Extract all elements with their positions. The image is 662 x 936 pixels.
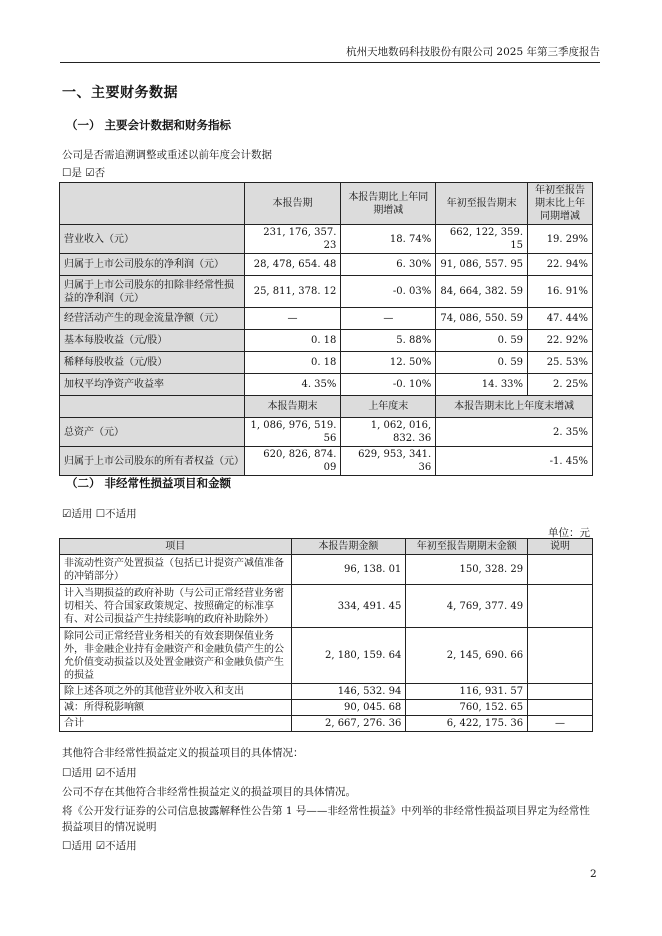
header-cell: 本报告期比上年同期增减 <box>341 183 436 225</box>
header-cell <box>60 396 245 418</box>
restatement-question: 公司是否需追溯调整或重述以前年度会计数据 <box>62 149 272 161</box>
table-row: 总资产（元） 1, 086, 976, 519. 56 1, 062, 016, 832. 36 2. 35% <box>60 418 593 447</box>
non-recurring-table <box>59 538 593 732</box>
applicable-checkbox: ☑适用 ☐不适用 <box>62 508 137 520</box>
table-row: 除上述各项之外的其他营业外收入和支出 146, 532. 94 116, 931. 57 <box>60 684 593 700</box>
header-cell: 年初至报告期末比上年同期增减 <box>528 183 593 225</box>
table-row: 归属于上市公司股东的扣除非经常性损益的净利润（元） 25, 811, 378. 12 -0. 03% 84, 664, 382. 59 16. 91% <box>60 276 593 308</box>
subsection-title-2: （二） 非经常性损益项目和金额 <box>66 476 232 490</box>
header-cell: 本报告期末比上年度末增减 <box>436 396 593 418</box>
header-cell <box>60 183 245 225</box>
page-number: 2 <box>590 868 597 880</box>
table-row: 稀释每股收益（元/股） 0. 18 12. 50% 0. 59 25. 53% <box>60 352 593 374</box>
table-row: 归属于上市公司股东的所有者权益（元） 620, 826, 874. 09 629, 953, 341. 36 -1. 45% <box>60 447 593 476</box>
header-cell: 本报告期末 <box>244 396 341 418</box>
header-cell: 上年度末 <box>341 396 436 418</box>
subsection-title-1: （一） 主要会计数据和财务指标 <box>66 118 232 132</box>
header-cell: 本报告期金额 <box>291 539 406 555</box>
table-row: 基本每股收益（元/股） 0. 18 5. 88% 0. 59 22. 92% <box>60 330 593 352</box>
reclassification-note: 将《公开发行证券的公司信息披露解释性公告第 1 号——非经常性损益》中列举的非经常性损益项目界定为经常性损益项目的情况说明 <box>62 805 590 833</box>
other-items-note: 其他符合非经常性损益定义的损益项目的具体情况： <box>62 747 304 759</box>
header-cell: 本报告期 <box>244 183 341 225</box>
other-items-checkbox: ☐适用 ☑不适用 <box>62 767 137 779</box>
table-row: 加权平均净资产收益率 4. 35% -0. 10% 14. 33% 2. 25% <box>60 374 593 396</box>
section-title: 一、主要财务数据 <box>62 85 178 101</box>
header-cell: 年初至报告期期末金额 <box>406 539 528 555</box>
header-rule <box>60 62 600 63</box>
page-header: 杭州天地数码科技股份有限公司 2025 年第三季度报告 <box>346 46 600 58</box>
table-row: 合计 2, 667, 276. 36 6, 422, 175. 36 — <box>60 716 593 732</box>
reclassification-checkbox: ☐适用 ☑不适用 <box>62 840 137 852</box>
table-row: 归属于上市公司股东的净利润（元） 28, 478, 654. 48 6. 30% 91, 086, 557. 95 22. 94% <box>60 254 593 276</box>
unit-label: 单位：元 <box>548 527 590 539</box>
table-row: 除同公司正常经营业务相关的有效套期保值业务外，非金融企业持有金融资产和金融负债产生的公允价值变动损益以及处置金融资产和金融负债产生的损益 2, 180, 159. 64 2, 145, 690. 66 <box>60 628 593 684</box>
table-row: 营业收入（元） 231, 176, 357. 23 18. 74% 662, 122, 359. 15 19. 29% <box>60 225 593 254</box>
restatement-checkbox: ☐是 ☑否 <box>62 167 106 179</box>
header-cell: 说明 <box>528 539 593 555</box>
table-row: 经营活动产生的现金流量净额（元） — — 74, 086, 550. 59 47. 44% <box>60 308 593 330</box>
header-cell: 项目 <box>60 539 292 555</box>
header-cell: 年初至报告期末 <box>436 183 528 225</box>
table-row: 非流动性资产处置损益（包括已计提资产减值准备的冲销部分） 96, 138. 01 150, 328. 29 <box>60 555 593 585</box>
no-other-items-note: 公司不存在其他符合非经常性损益定义的损益项目的具体情况。 <box>62 786 356 798</box>
key-financial-table <box>59 182 593 476</box>
table-row: 计入当期损益的政府补助（与公司正常经营业务密切相关、符合国家政策规定、按照确定的标准享有、对公司损益产生持续影响的政府补助除外） 334, 491. 45 4, 769, 377. 49 <box>60 585 593 628</box>
table-row: 减：所得税影响额 90, 045. 68 760, 152. 65 <box>60 700 593 716</box>
